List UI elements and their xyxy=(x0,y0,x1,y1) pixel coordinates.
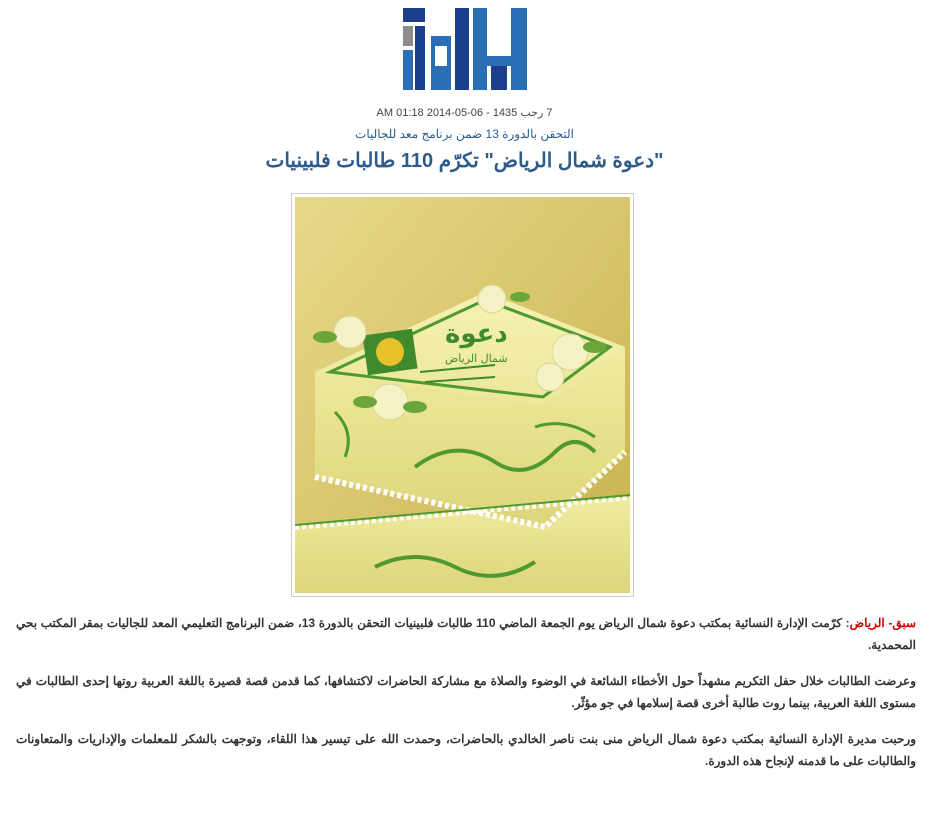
cake-photo xyxy=(295,197,630,593)
logo-mark-icon xyxy=(401,6,529,92)
publish-date: 7 رجب 1435 - 06-05-2014 01:18 AM xyxy=(376,107,553,119)
site-logo[interactable] xyxy=(401,6,529,92)
article-body xyxy=(16,612,916,786)
article-paragraph: ورحبت مديرة الإدارة النسائية بمكتب دعوة شمال الرياض منى بنت ناصر الخالدي بالحاضرات، وحمدت الله على تيسير هذا اللقاء، وتوجهت بالشكر للمعلمات والإداريات والمتعاونات والطالبات على ما قدمنه لإنجاح هذه الدورة. xyxy=(16,732,916,768)
article-paragraph xyxy=(16,612,916,656)
article-paragraph: وعرضت الطالبات خلال حفل التكريم مشهداً حول الأخطاء الشائعة في الوضوء والصلاة مع مشاركة الحاضرات لاكتشافها، كما قدمن قصة قصيرة باللغة العربية روتها إحدى الطالبات في مستوى اللغة العربية، بينما روت طالبة أخرى قصة إسلامها في جو مؤثّر. xyxy=(16,674,916,710)
article-source: سبق- الرياض: xyxy=(845,616,917,630)
article-photo[interactable] xyxy=(291,193,634,597)
cake-text-subtitle: شمال الرياض xyxy=(445,352,508,365)
article-headline: "دعوة شمال الرياض" تكرّم 110 طالبات فلبينيات xyxy=(265,150,664,172)
article-subtitle: التحقن بالدورة 13 ضمن برنامج معد للجاليات xyxy=(355,127,574,141)
paragraph-text: كرّمت الإدارة النسائية بمكتب دعوة شمال الرياض يوم الجمعة الماضي 110 طالبات فلبينيات التحقن بالدورة 13، ضمن البرنامج التعليمي المعد للجاليات بمقر المكتب بحي المحمدية. xyxy=(16,616,916,652)
cake-text-title: دعوة xyxy=(445,319,508,349)
